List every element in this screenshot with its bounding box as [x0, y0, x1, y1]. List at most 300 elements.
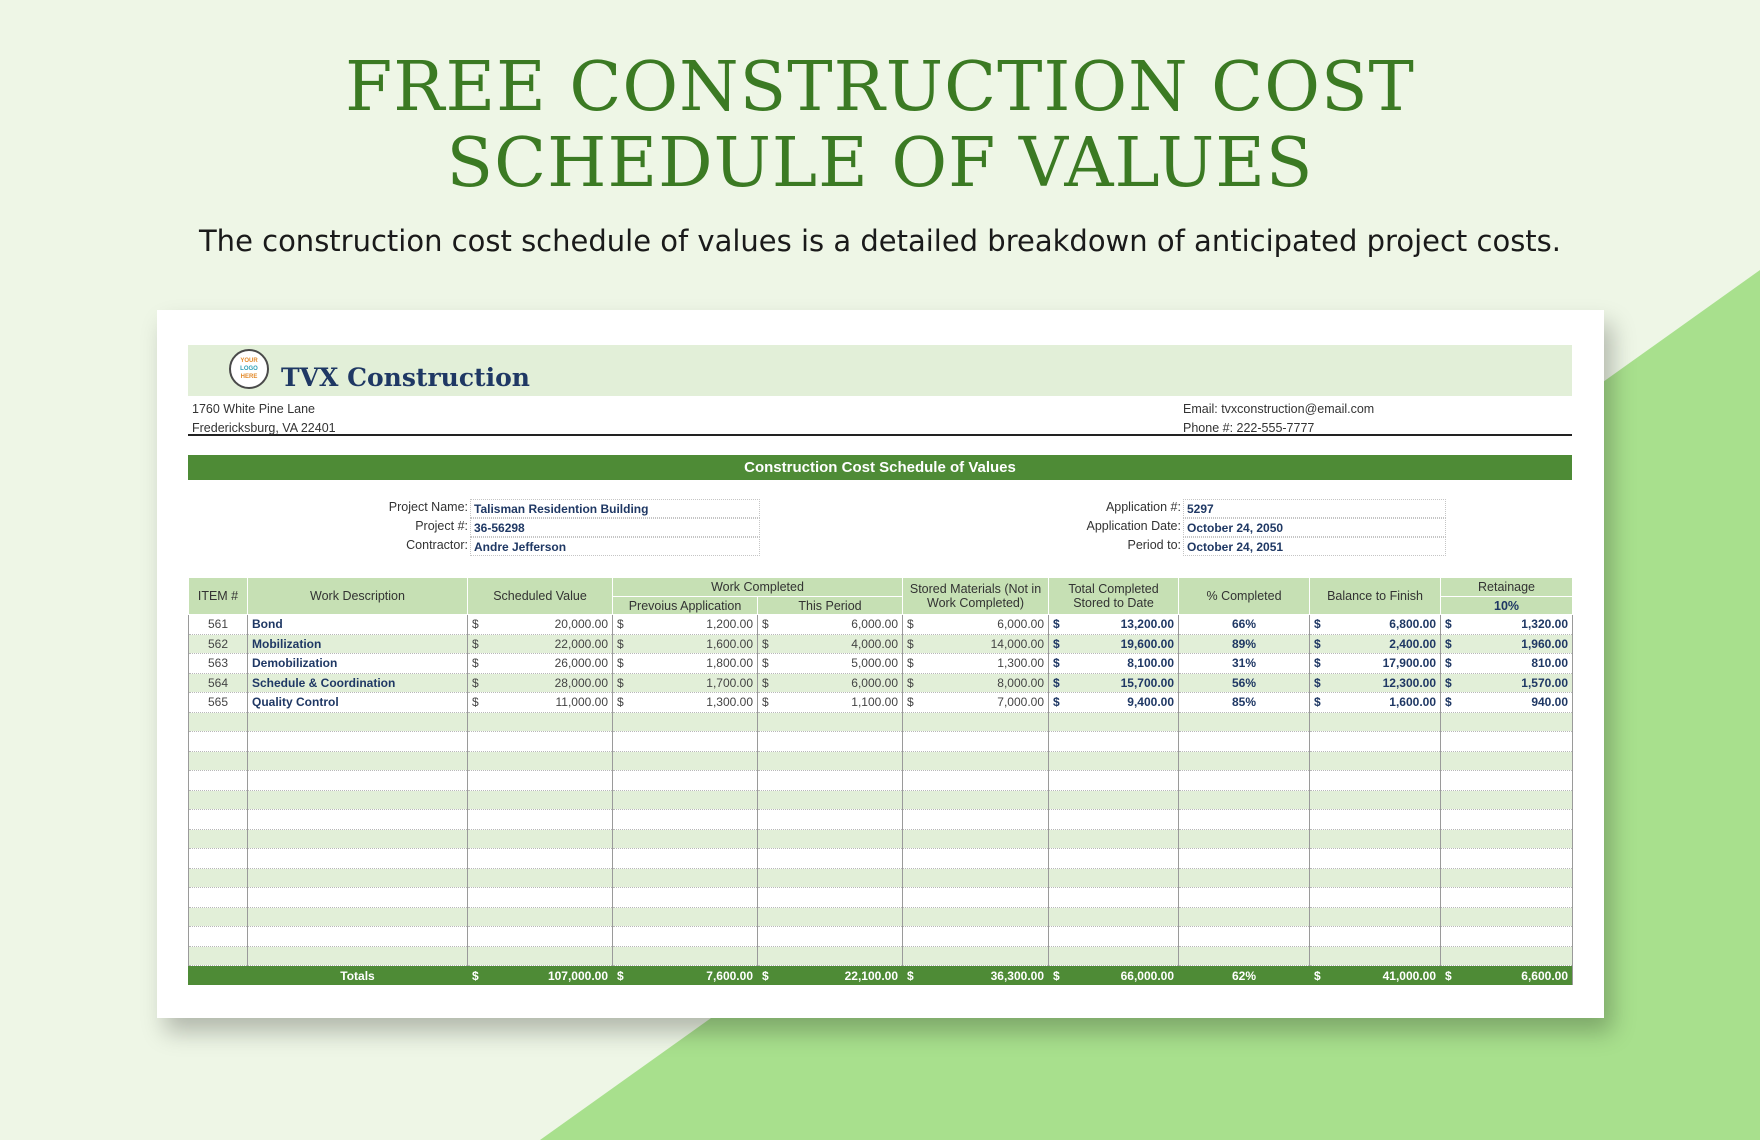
cell-total[interactable] — [1049, 712, 1179, 732]
cell-description[interactable]: Mobilization — [248, 634, 468, 654]
table-row — [189, 693, 1573, 713]
total-scheduled — [468, 966, 613, 986]
table-row — [189, 849, 1573, 869]
table-row — [189, 654, 1573, 674]
totals-blank-cell — [189, 966, 248, 986]
cell-item[interactable]: 563 — [189, 654, 248, 674]
application-number-field[interactable]: 5297 — [1183, 499, 1446, 518]
cell-value: 20,000.00 — [554, 617, 608, 632]
total-value: 66,000.00 — [1120, 968, 1175, 983]
cell-scheduled[interactable] — [468, 634, 613, 654]
cell-total[interactable] — [1049, 732, 1179, 752]
cell-balance[interactable] — [1310, 810, 1441, 830]
cell-scheduled[interactable] — [468, 732, 613, 752]
cell-balance[interactable] — [1310, 849, 1441, 869]
cell-this[interactable] — [758, 927, 903, 947]
cell-value: 8,100.00 — [1127, 656, 1175, 671]
cell-description[interactable] — [248, 712, 468, 732]
cell-value: 7,000.00 — [997, 695, 1045, 710]
cell-balance[interactable] — [1310, 693, 1441, 713]
cell-retainage[interactable] — [1441, 810, 1573, 830]
table-row — [189, 927, 1573, 947]
company-email: Email: tvxconstruction@email.com — [1183, 402, 1375, 416]
cell-value: 12,300.00 — [1382, 675, 1437, 690]
cell-scheduled[interactable] — [468, 712, 613, 732]
cell-item[interactable] — [189, 907, 248, 927]
cell-value: 13,200.00 — [1120, 617, 1175, 632]
cell-prev[interactable] — [613, 712, 758, 732]
cell-item[interactable] — [189, 946, 248, 966]
cell-prev[interactable] — [613, 888, 758, 908]
cell-prev[interactable] — [613, 849, 758, 869]
cell-this[interactable] — [758, 810, 903, 830]
cell-retainage[interactable] — [1441, 790, 1573, 810]
cell-this[interactable] — [758, 615, 903, 635]
header-retainage: Retainage — [1441, 578, 1573, 597]
cell-pct[interactable] — [1179, 829, 1310, 849]
totals-row — [189, 966, 1573, 986]
header-total-completed: Total Completed Stored to Date — [1049, 578, 1179, 615]
cell-item[interactable] — [189, 888, 248, 908]
cell-stored[interactable] — [903, 810, 1049, 830]
cell-this[interactable] — [758, 732, 903, 752]
cell-prev[interactable] — [613, 693, 758, 713]
currency-symbol: $ — [1445, 695, 1452, 710]
cell-balance[interactable] — [1310, 673, 1441, 693]
cell-total[interactable] — [1049, 790, 1179, 810]
cell-pct[interactable] — [1179, 732, 1310, 752]
total-this — [758, 966, 903, 986]
cell-balance[interactable] — [1310, 907, 1441, 927]
cell-item[interactable] — [189, 829, 248, 849]
application-date-field[interactable]: October 24, 2050 — [1183, 518, 1446, 537]
cell-total[interactable] — [1049, 810, 1179, 830]
cell-scheduled[interactable] — [468, 771, 613, 791]
cell-scheduled[interactable] — [468, 693, 613, 713]
table-row — [189, 751, 1573, 771]
cell-this[interactable] — [758, 868, 903, 888]
cell-total[interactable] — [1049, 946, 1179, 966]
cell-total[interactable] — [1049, 849, 1179, 869]
cell-value: 1,600.00 — [706, 636, 753, 651]
cell-pct[interactable] — [1179, 810, 1310, 830]
cell-scheduled[interactable] — [468, 810, 613, 830]
cell-value: 6,000.00 — [997, 617, 1045, 632]
cell-scheduled[interactable] — [468, 927, 613, 947]
table-body — [189, 615, 1573, 986]
cell-prev[interactable] — [613, 790, 758, 810]
cell-item[interactable] — [189, 810, 248, 830]
cell-value: 11,000.00 — [555, 695, 608, 710]
cell-scheduled[interactable] — [468, 946, 613, 966]
cell-prev[interactable] — [613, 829, 758, 849]
cell-scheduled[interactable] — [468, 868, 613, 888]
cell-prev[interactable] — [613, 907, 758, 927]
cell-retainage[interactable] — [1441, 907, 1573, 927]
cell-pct[interactable] — [1179, 712, 1310, 732]
currency-symbol: $ — [907, 968, 914, 983]
title-line-2: SCHEDULE OF VALUES — [446, 124, 1314, 203]
currency-symbol: $ — [1053, 968, 1060, 983]
cell-this[interactable] — [758, 673, 903, 693]
cell-description[interactable]: Bond — [248, 615, 468, 635]
cell-balance[interactable] — [1310, 615, 1441, 635]
currency-symbol: $ — [1314, 656, 1321, 671]
spreadsheet-preview — [157, 310, 1604, 1018]
cell-value: 1,570.00 — [1521, 675, 1569, 690]
cell-description[interactable] — [248, 732, 468, 752]
cell-retainage[interactable] — [1441, 673, 1573, 693]
cell-pct[interactable] — [1179, 751, 1310, 771]
cell-item[interactable]: 565 — [189, 693, 248, 713]
cell-this[interactable] — [758, 829, 903, 849]
cell-this[interactable] — [758, 751, 903, 771]
cell-retainage[interactable] — [1441, 751, 1573, 771]
header-percent-completed: % Completed — [1179, 578, 1310, 615]
cell-value: 2,400.00 — [1389, 636, 1437, 651]
currency-symbol: $ — [617, 617, 624, 632]
table-row — [189, 712, 1573, 732]
cell-scheduled[interactable] — [468, 790, 613, 810]
cell-stored[interactable] — [903, 615, 1049, 635]
total-value: 7,600.00 — [706, 968, 753, 983]
header-scheduled-value: Scheduled Value — [468, 578, 613, 615]
header-stored-materials: Stored Materials (Not in Work Completed) — [903, 578, 1049, 615]
cell-prev[interactable] — [613, 634, 758, 654]
cell-description[interactable] — [248, 829, 468, 849]
cell-retainage[interactable] — [1441, 712, 1573, 732]
currency-symbol: $ — [472, 675, 479, 690]
currency-symbol: $ — [617, 636, 624, 651]
cell-balance[interactable] — [1310, 771, 1441, 791]
cell-balance[interactable] — [1310, 946, 1441, 966]
cell-retainage[interactable] — [1441, 927, 1573, 947]
project-name-label: Project Name: — [388, 500, 468, 514]
cell-value: 1,320.00 — [1521, 617, 1569, 632]
cell-stored[interactable] — [903, 888, 1049, 908]
cell-this[interactable] — [758, 654, 903, 674]
cell-scheduled[interactable] — [468, 751, 613, 771]
cell-retainage[interactable] — [1441, 888, 1573, 908]
logo-text-2: LOGO — [240, 366, 258, 372]
sheet-content — [188, 345, 1572, 985]
cell-item[interactable] — [189, 751, 248, 771]
currency-symbol: $ — [1445, 675, 1452, 690]
currency-symbol: $ — [1053, 695, 1060, 710]
cell-pct[interactable]: 85% — [1179, 693, 1310, 713]
cell-description[interactable] — [248, 888, 468, 908]
table-row — [189, 810, 1573, 830]
cell-item[interactable] — [189, 732, 248, 752]
cell-scheduled[interactable] — [468, 849, 613, 869]
cell-retainage[interactable] — [1441, 829, 1573, 849]
table-row — [189, 888, 1573, 908]
cell-description[interactable] — [248, 907, 468, 927]
currency-symbol: $ — [762, 617, 769, 632]
cell-value: 17,900.00 — [1382, 656, 1437, 671]
cell-total[interactable] — [1049, 771, 1179, 791]
cell-prev[interactable] — [613, 946, 758, 966]
cell-value: 940.00 — [1531, 695, 1569, 710]
project-number-label: Project #: — [415, 519, 468, 533]
table-row — [189, 634, 1573, 654]
currency-symbol: $ — [1314, 636, 1321, 651]
cell-balance[interactable] — [1310, 712, 1441, 732]
cell-balance[interactable] — [1310, 829, 1441, 849]
currency-symbol: $ — [472, 695, 479, 710]
cell-scheduled[interactable] — [468, 829, 613, 849]
cell-pct[interactable]: 66% — [1179, 615, 1310, 635]
header-balance-to-finish: Balance to Finish — [1310, 578, 1441, 615]
table-row — [189, 732, 1573, 752]
cell-stored[interactable] — [903, 712, 1049, 732]
project-name-field[interactable]: Talisman Residention Building — [470, 499, 760, 518]
cell-pct[interactable] — [1179, 927, 1310, 947]
cell-description[interactable] — [248, 751, 468, 771]
cell-value: 1,960.00 — [1521, 636, 1569, 651]
cell-retainage[interactable] — [1441, 946, 1573, 966]
cell-stored[interactable] — [903, 751, 1049, 771]
header-work-completed: Work Completed — [613, 578, 903, 597]
currency-symbol: $ — [762, 675, 769, 690]
page-subtitle: The construction cost schedule of values is a detailed breakdown of anticipated project costs. — [198, 224, 1562, 258]
cell-stored[interactable] — [903, 790, 1049, 810]
cell-item[interactable]: 561 — [189, 615, 248, 635]
cell-value: 26,000.00 — [554, 656, 608, 671]
cell-this[interactable] — [758, 849, 903, 869]
cell-prev[interactable] — [613, 654, 758, 674]
page-title — [0, 50, 1760, 202]
cell-total[interactable] — [1049, 673, 1179, 693]
cell-this[interactable] — [758, 771, 903, 791]
cell-value: 6,000.00 — [851, 675, 899, 690]
cell-pct[interactable] — [1179, 946, 1310, 966]
cell-pct[interactable] — [1179, 868, 1310, 888]
header-description: Work Description — [248, 578, 468, 615]
currency-symbol: $ — [1053, 636, 1060, 651]
cell-balance[interactable] — [1310, 927, 1441, 947]
currency-symbol: $ — [1314, 617, 1321, 632]
cell-this[interactable] — [758, 790, 903, 810]
cell-retainage[interactable] — [1441, 693, 1573, 713]
total-value: 107,000.00 — [547, 968, 608, 983]
total-value: 22,100.00 — [844, 968, 899, 983]
totals-label: Totals — [248, 966, 468, 986]
total-value: 41,000.00 — [1382, 968, 1437, 983]
currency-symbol: $ — [472, 656, 479, 671]
cell-prev[interactable] — [613, 615, 758, 635]
currency-symbol: $ — [907, 636, 914, 651]
logo-text-1: YOUR — [240, 358, 258, 364]
cell-stored[interactable] — [903, 634, 1049, 654]
currency-symbol: $ — [1053, 675, 1060, 690]
cell-stored[interactable] — [903, 654, 1049, 674]
total-prev — [613, 966, 758, 986]
cell-item[interactable]: 564 — [189, 673, 248, 693]
cell-value: 19,600.00 — [1120, 636, 1175, 651]
cell-value: 8,000.00 — [997, 675, 1045, 690]
period-to-label: Period to: — [1127, 538, 1181, 552]
contact-info — [188, 396, 1572, 436]
cell-balance[interactable] — [1310, 868, 1441, 888]
cell-pct[interactable]: 31% — [1179, 654, 1310, 674]
cell-this[interactable] — [758, 634, 903, 654]
cell-value: 1,300.00 — [997, 656, 1045, 671]
cell-total[interactable] — [1049, 615, 1179, 635]
cell-prev[interactable] — [613, 673, 758, 693]
cell-description[interactable]: Schedule & Coordination — [248, 673, 468, 693]
currency-symbol: $ — [1445, 656, 1452, 671]
cell-description[interactable] — [248, 790, 468, 810]
currency-symbol: $ — [907, 695, 914, 710]
cell-total[interactable] — [1049, 907, 1179, 927]
currency-symbol: $ — [1445, 636, 1452, 651]
cell-item[interactable] — [189, 849, 248, 869]
table-row — [189, 615, 1573, 635]
currency-symbol: $ — [907, 617, 914, 632]
cell-description[interactable]: Demobilization — [248, 654, 468, 674]
cell-prev[interactable] — [613, 810, 758, 830]
cell-stored[interactable] — [903, 829, 1049, 849]
cell-value: 6,800.00 — [1389, 617, 1437, 632]
currency-symbol: $ — [617, 968, 624, 983]
cell-description[interactable] — [248, 810, 468, 830]
cell-stored[interactable] — [903, 732, 1049, 752]
currency-symbol: $ — [472, 617, 479, 632]
cell-retainage[interactable] — [1441, 771, 1573, 791]
cell-pct[interactable] — [1179, 849, 1310, 869]
project-info — [188, 480, 1572, 577]
cell-pct[interactable] — [1179, 888, 1310, 908]
total-balance — [1310, 966, 1441, 986]
cell-description[interactable] — [248, 946, 468, 966]
cell-value: 1,100.00 — [851, 695, 899, 710]
cell-description[interactable] — [248, 849, 468, 869]
cell-retainage[interactable] — [1441, 868, 1573, 888]
table-row — [189, 673, 1573, 693]
cell-scheduled[interactable] — [468, 907, 613, 927]
brand-header — [188, 345, 1572, 396]
currency-symbol: $ — [617, 675, 624, 690]
cell-item[interactable] — [189, 868, 248, 888]
cell-balance[interactable] — [1310, 732, 1441, 752]
cell-value: 1,300.00 — [706, 695, 753, 710]
cell-total[interactable] — [1049, 868, 1179, 888]
cell-description[interactable] — [248, 927, 468, 947]
cell-value: 5,000.00 — [851, 656, 899, 671]
project-number-field[interactable]: 36-56298 — [470, 518, 760, 537]
cell-total[interactable] — [1049, 927, 1179, 947]
currency-symbol: $ — [1053, 656, 1060, 671]
contractor-field[interactable]: Andre Jefferson — [470, 537, 760, 556]
cell-stored[interactable] — [903, 946, 1049, 966]
header-previous-application: Prevoius Application — [613, 597, 758, 615]
cell-total[interactable] — [1049, 654, 1179, 674]
cell-pct[interactable] — [1179, 771, 1310, 791]
cell-this[interactable] — [758, 946, 903, 966]
cell-pct[interactable]: 56% — [1179, 673, 1310, 693]
currency-symbol: $ — [1053, 617, 1060, 632]
currency-symbol: $ — [762, 636, 769, 651]
period-to-field[interactable]: October 24, 2051 — [1183, 537, 1446, 556]
currency-symbol: $ — [1314, 695, 1321, 710]
cell-prev[interactable] — [613, 868, 758, 888]
cell-stored[interactable] — [903, 927, 1049, 947]
cell-this[interactable] — [758, 907, 903, 927]
cell-scheduled[interactable] — [468, 888, 613, 908]
cell-item[interactable]: 562 — [189, 634, 248, 654]
cell-stored[interactable] — [903, 907, 1049, 927]
cell-pct[interactable] — [1179, 790, 1310, 810]
cell-total[interactable] — [1049, 829, 1179, 849]
contractor-label: Contractor: — [406, 538, 468, 552]
cell-stored[interactable] — [903, 849, 1049, 869]
cell-total[interactable] — [1049, 693, 1179, 713]
cell-prev[interactable] — [613, 732, 758, 752]
cell-item[interactable] — [189, 771, 248, 791]
cell-retainage[interactable] — [1441, 732, 1573, 752]
currency-symbol: $ — [762, 656, 769, 671]
title-line-1: FREE CONSTRUCTION COST — [345, 48, 1415, 127]
cell-value: 1,200.00 — [706, 617, 753, 632]
table-row — [189, 868, 1573, 888]
cell-this[interactable] — [758, 888, 903, 908]
total-stored — [903, 966, 1049, 986]
cell-item[interactable] — [189, 712, 248, 732]
cell-total[interactable] — [1049, 634, 1179, 654]
cell-stored[interactable] — [903, 868, 1049, 888]
cell-balance[interactable] — [1310, 888, 1441, 908]
cell-stored[interactable] — [903, 693, 1049, 713]
currency-symbol: $ — [1314, 968, 1321, 983]
cell-prev[interactable] — [613, 751, 758, 771]
cell-prev[interactable] — [613, 927, 758, 947]
cell-this[interactable] — [758, 712, 903, 732]
cell-pct[interactable] — [1179, 907, 1310, 927]
application-number-label: Application #: — [1105, 500, 1181, 514]
cell-balance[interactable] — [1310, 751, 1441, 771]
cell-item[interactable] — [189, 927, 248, 947]
cell-stored[interactable] — [903, 771, 1049, 791]
cell-description[interactable] — [248, 771, 468, 791]
cell-retainage[interactable] — [1441, 615, 1573, 635]
cell-value: 1,700.00 — [706, 675, 753, 690]
cell-prev[interactable] — [613, 771, 758, 791]
cell-balance[interactable] — [1310, 654, 1441, 674]
cell-total[interactable] — [1049, 888, 1179, 908]
cell-balance[interactable] — [1310, 634, 1441, 654]
cell-scheduled[interactable] — [468, 673, 613, 693]
cell-description[interactable]: Quality Control — [248, 693, 468, 713]
cell-item[interactable] — [189, 790, 248, 810]
cell-retainage[interactable] — [1441, 634, 1573, 654]
schedule-of-values-table — [188, 577, 1573, 985]
currency-symbol: $ — [907, 675, 914, 690]
cell-pct[interactable]: 89% — [1179, 634, 1310, 654]
cell-description[interactable] — [248, 868, 468, 888]
cell-scheduled[interactable] — [468, 654, 613, 674]
cell-total[interactable] — [1049, 751, 1179, 771]
table-row — [189, 907, 1573, 927]
cell-retainage[interactable] — [1441, 654, 1573, 674]
cell-balance[interactable] — [1310, 790, 1441, 810]
cell-retainage[interactable] — [1441, 849, 1573, 869]
total-pct: 62% — [1179, 966, 1310, 986]
cell-scheduled[interactable] — [468, 615, 613, 635]
cell-value: 1,600.00 — [1389, 695, 1437, 710]
cell-stored[interactable] — [903, 673, 1049, 693]
cell-this[interactable] — [758, 693, 903, 713]
